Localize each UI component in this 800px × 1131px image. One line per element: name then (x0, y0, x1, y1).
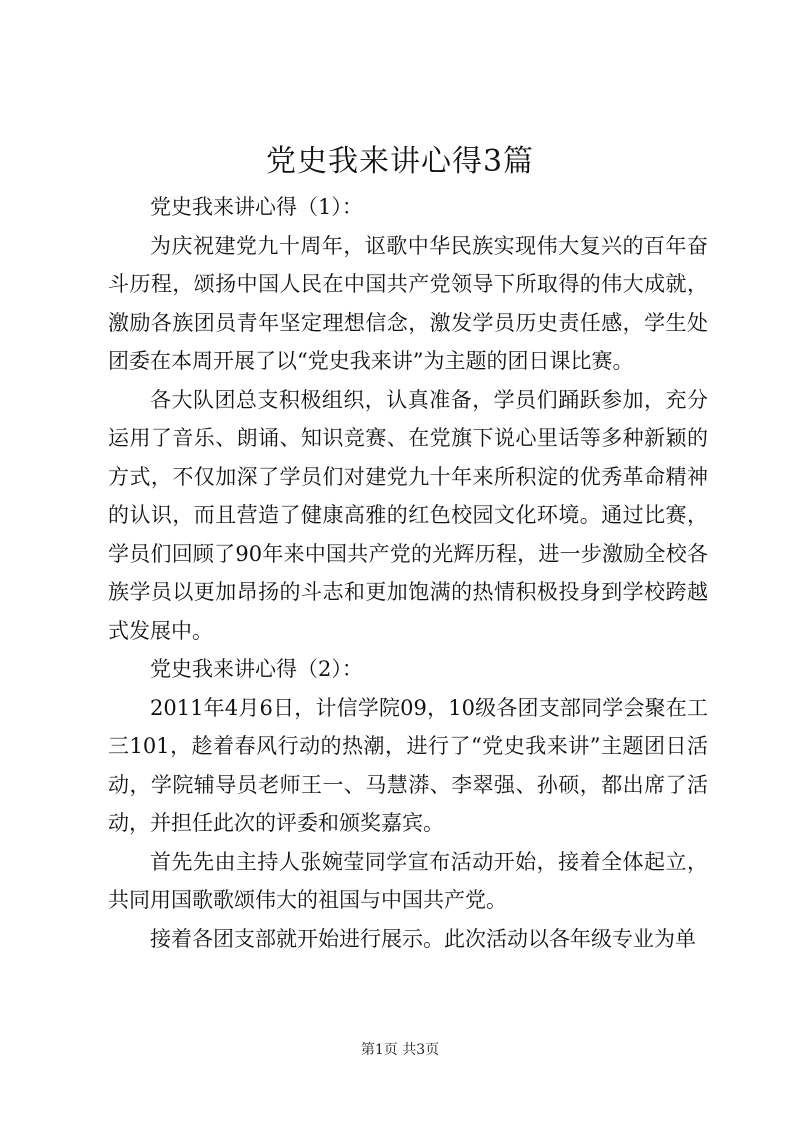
page-footer: 第1页 共3页 (360, 1042, 440, 1058)
paragraph: 接着各团支部就开始进行展示。此次活动以各年级专业为单 (150, 926, 696, 951)
paragraph-heading-1: 党史我来讲心得（1）： (150, 195, 363, 219)
paragraph: 为庆祝建党九十周年，讴歌中华民族实现伟大复兴的百年奋斗历程，颂扬中国人民在中国共产党领导下所取得的伟大成就，激励各族团员青年坚定理想信念，激发学员历史责任感，学生处团委在本周开展了以“党史我来讲”为主题的团日课比赛。 (108, 233, 708, 373)
document-body (108, 188, 708, 958)
document-title: 党史我来讲心得3篇 (265, 144, 535, 179)
paragraph: 2011年4月6日，计信学院09，10级各团支部同学会聚在工三101，趁着春风行动的热潮，进行了“党史我来讲”主题团日活动，学院辅导员老师王一、马慧漭、李翠强、孙硕，都出席了活动，并担任此次的评委和颁奖嘉宾。 (108, 695, 708, 835)
paragraph: 各大队团总支积极组织，认真准备，学员们踊跃参加，充分运用了音乐、朗诵、知识竞赛、在党旗下说心里话等多种新颖的方式，不仅加深了学员们对建党九十年来所积淀的优秀革命精神的认识，而且营造了健康高雅的红色校园文化环境。通过比赛，学员们回顾了90年来中国共产党的光辉历程，进一步激励全校各族学员以更加昂扬的斗志和更加饱满的热情积极投身到学校跨越式发展中。 (108, 387, 708, 643)
paragraph: 首先先由主持人张婉莹同学宣布活动开始，接着全体起立，共同用国歌歌颂伟大的祖国与中国共产党。 (108, 849, 708, 912)
paragraph-heading-2: 党史我来讲心得（2）： (150, 657, 363, 681)
